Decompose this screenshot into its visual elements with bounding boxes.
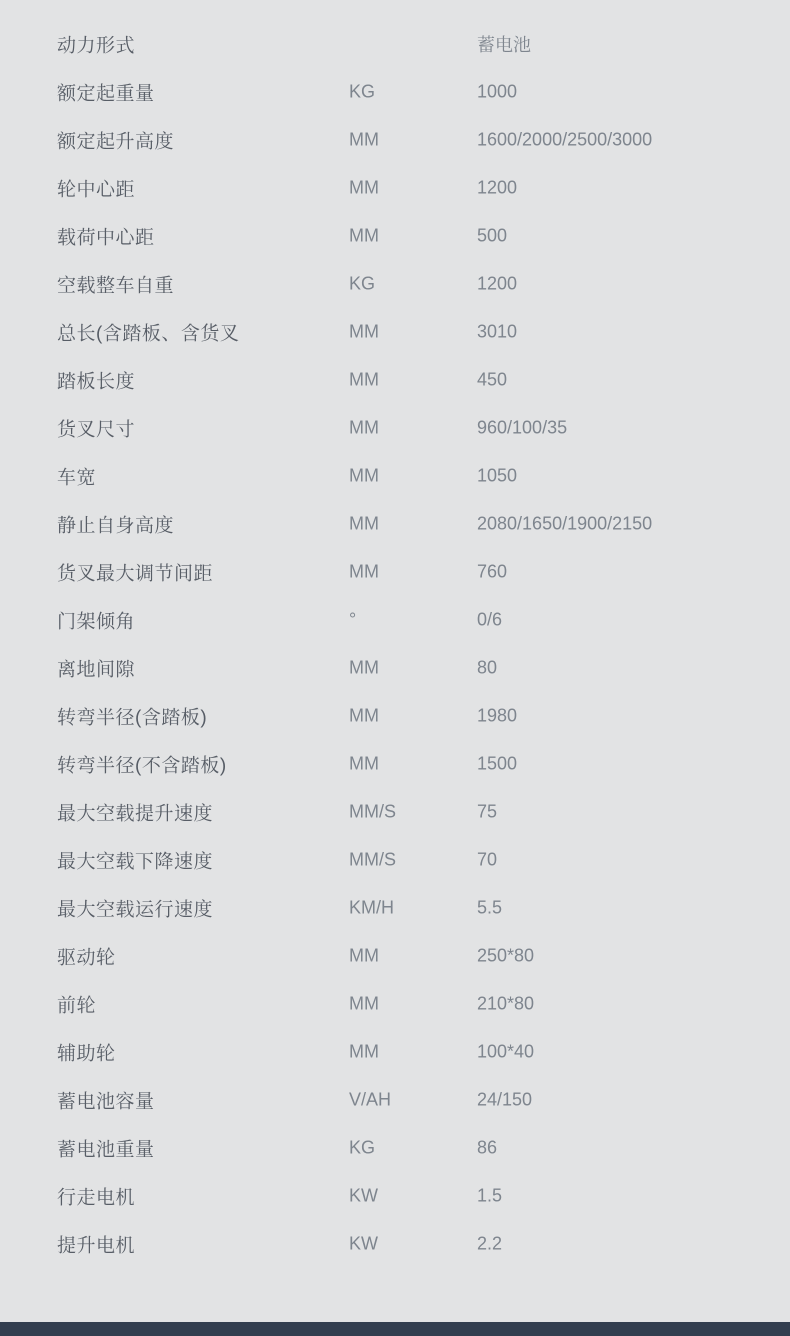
spec-unit: KW bbox=[349, 1233, 378, 1254]
table-row bbox=[0, 68, 790, 116]
table-row bbox=[0, 164, 790, 212]
spec-unit: MM bbox=[349, 993, 379, 1014]
table-row bbox=[0, 212, 790, 260]
spec-value: 210*80 bbox=[477, 993, 535, 1014]
spec-unit: V/AH bbox=[349, 1089, 392, 1110]
spec-label: 行走电机 bbox=[57, 1187, 136, 1209]
table-row bbox=[0, 20, 790, 68]
table-row bbox=[0, 548, 790, 596]
spec-label: 踏板长度 bbox=[57, 371, 136, 393]
spec-unit: MM/S bbox=[349, 801, 396, 822]
spec-unit: MM bbox=[349, 561, 379, 582]
spec-label: 总长(含踏板、含货叉 bbox=[57, 323, 240, 345]
spec-label: 额定起重量 bbox=[57, 83, 155, 105]
spec-label: 货叉尺寸 bbox=[57, 419, 136, 441]
table-row bbox=[0, 500, 790, 548]
footer-bar bbox=[0, 1322, 790, 1336]
spec-label: 前轮 bbox=[57, 995, 97, 1017]
table-row bbox=[0, 644, 790, 692]
spec-value: 5.5 bbox=[477, 897, 503, 918]
table-row bbox=[0, 452, 790, 500]
table-row bbox=[0, 836, 790, 884]
spec-label: 转弯半径(含踏板) bbox=[57, 707, 208, 729]
spec-unit: ° bbox=[349, 609, 357, 630]
spec-unit: MM bbox=[349, 369, 379, 390]
spec-unit: MM bbox=[349, 657, 379, 678]
table-row bbox=[0, 1172, 790, 1220]
spec-value: 960/100/35 bbox=[477, 417, 568, 438]
spec-value: 1200 bbox=[477, 273, 518, 294]
table-row bbox=[0, 740, 790, 788]
spec-value: 500 bbox=[477, 225, 508, 246]
spec-label: 空载整车自重 bbox=[57, 275, 175, 297]
spec-value: 1000 bbox=[477, 81, 518, 102]
spec-value: 1.5 bbox=[477, 1185, 503, 1206]
spec-label: 门架倾角 bbox=[57, 611, 136, 633]
spec-unit: MM bbox=[349, 465, 379, 486]
spec-value: 蓄电池 bbox=[477, 35, 531, 55]
spec-label: 静止自身高度 bbox=[57, 515, 175, 537]
spec-label: 蓄电池容量 bbox=[57, 1091, 155, 1113]
spec-value: 1200 bbox=[477, 177, 518, 198]
spec-label: 动力形式 bbox=[57, 35, 136, 57]
table-row bbox=[0, 1028, 790, 1076]
spec-label: 载荷中心距 bbox=[57, 227, 155, 249]
spec-label: 提升电机 bbox=[57, 1235, 136, 1257]
spec-unit: MM bbox=[349, 225, 379, 246]
spec-label: 最大空载运行速度 bbox=[57, 899, 214, 921]
spec-value: 0/6 bbox=[477, 609, 503, 630]
spec-unit: KW bbox=[349, 1185, 378, 1206]
spec-unit: KG bbox=[349, 1137, 376, 1158]
table-row bbox=[0, 692, 790, 740]
spec-value: 760 bbox=[477, 561, 508, 582]
spec-label: 离地间隙 bbox=[57, 659, 136, 681]
table-row bbox=[0, 788, 790, 836]
table-row bbox=[0, 980, 790, 1028]
table-row bbox=[0, 1124, 790, 1172]
spec-value: 1980 bbox=[477, 705, 518, 726]
table-row bbox=[0, 596, 790, 644]
spec-unit: MM bbox=[349, 1041, 379, 1062]
spec-value: 2.2 bbox=[477, 1233, 503, 1254]
spec-value: 70 bbox=[477, 849, 498, 870]
spec-unit: MM/S bbox=[349, 849, 396, 870]
spec-unit: MM bbox=[349, 177, 379, 198]
spec-value: 1500 bbox=[477, 753, 518, 774]
spec-value: 80 bbox=[477, 657, 498, 678]
spec-label: 驱动轮 bbox=[57, 947, 116, 969]
spec-label: 转弯半径(不含踏板) bbox=[57, 755, 227, 777]
spec-label: 轮中心距 bbox=[57, 179, 136, 201]
spec-value: 1600/2000/2500/3000 bbox=[477, 129, 653, 150]
spec-value: 3010 bbox=[477, 321, 518, 342]
table-row bbox=[0, 356, 790, 404]
spec-unit: MM bbox=[349, 129, 379, 150]
spec-unit: MM bbox=[349, 705, 379, 726]
table-row bbox=[0, 308, 790, 356]
spec-value: 24/150 bbox=[477, 1089, 533, 1110]
spec-unit: KG bbox=[349, 273, 376, 294]
spec-value: 2080/1650/1900/2150 bbox=[477, 513, 653, 534]
spec-label: 蓄电池重量 bbox=[57, 1139, 155, 1161]
spec-unit: MM bbox=[349, 513, 379, 534]
spec-unit: KG bbox=[349, 81, 376, 102]
spec-unit: MM bbox=[349, 753, 379, 774]
table-row bbox=[0, 404, 790, 452]
spec-value: 86 bbox=[477, 1137, 498, 1158]
spec-label: 额定起升高度 bbox=[57, 131, 175, 153]
spec-label: 最大空载下降速度 bbox=[57, 851, 214, 873]
spec-value: 100*40 bbox=[477, 1041, 535, 1062]
table-row bbox=[0, 260, 790, 308]
spec-label: 最大空载提升速度 bbox=[57, 803, 214, 825]
spec-unit: KM/H bbox=[349, 897, 394, 918]
table-row bbox=[0, 932, 790, 980]
spec-label: 车宽 bbox=[57, 467, 97, 489]
spec-value: 1050 bbox=[477, 465, 518, 486]
spec-unit: MM bbox=[349, 417, 379, 438]
spec-label: 货叉最大调节间距 bbox=[57, 563, 214, 585]
table-row bbox=[0, 116, 790, 164]
spec-table bbox=[0, 20, 790, 1268]
table-row bbox=[0, 884, 790, 932]
spec-unit: MM bbox=[349, 321, 379, 342]
spec-unit: MM bbox=[349, 945, 379, 966]
spec-value: 75 bbox=[477, 801, 498, 822]
spec-value: 250*80 bbox=[477, 945, 535, 966]
spec-label: 辅助轮 bbox=[57, 1043, 116, 1065]
spec-value: 450 bbox=[477, 369, 508, 390]
table-row bbox=[0, 1220, 790, 1268]
table-row bbox=[0, 1076, 790, 1124]
